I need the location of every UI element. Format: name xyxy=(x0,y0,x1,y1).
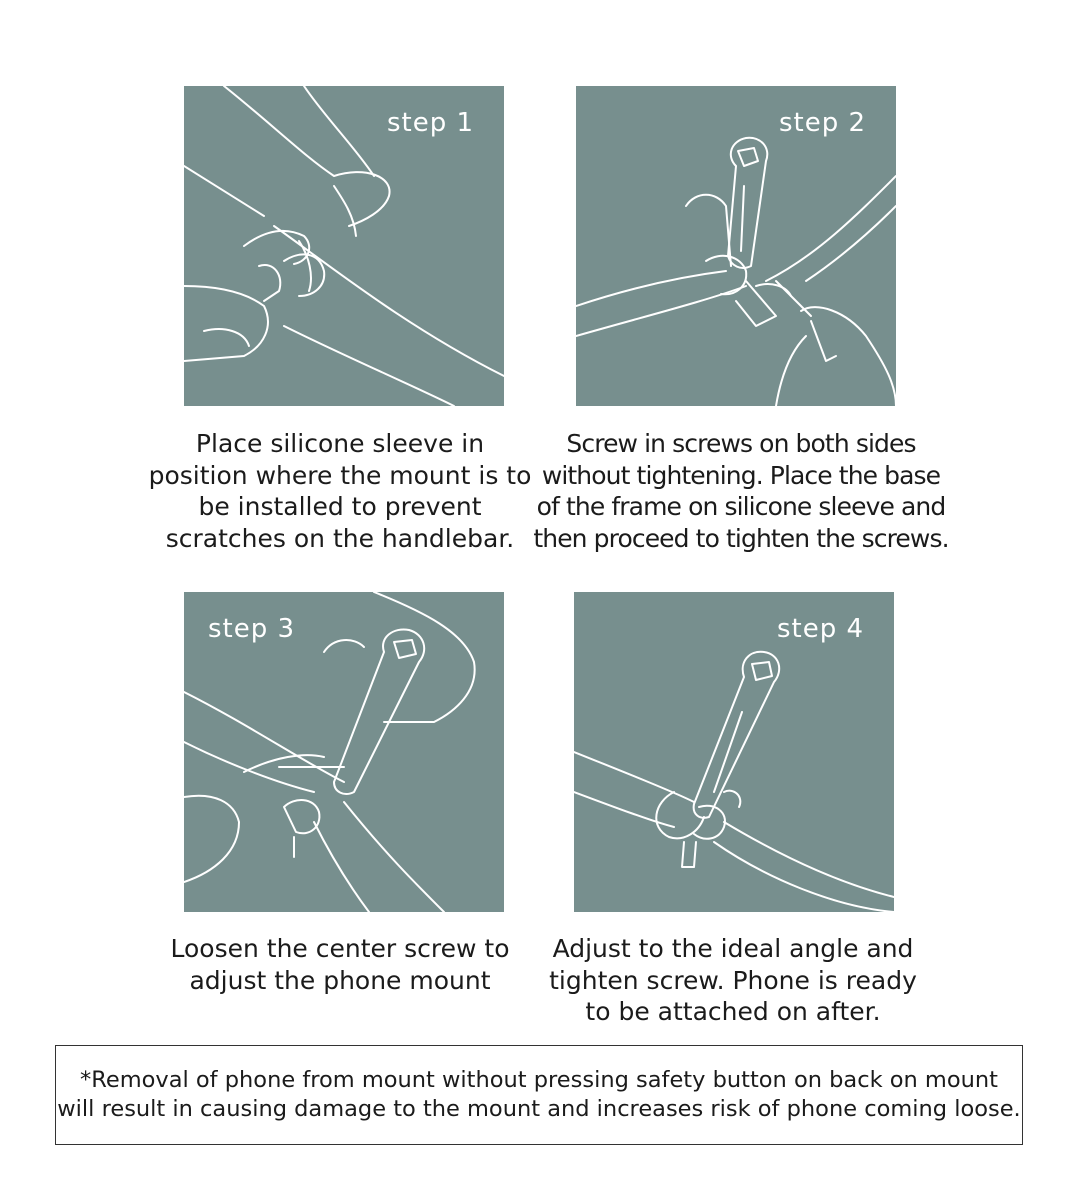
step-4-caption: Adjust to the ideal angle and tighten screw. Phone is ready to be attached on after. xyxy=(549,934,917,1026)
step-4-panel xyxy=(574,592,894,912)
step-1-caption: Place silicone sleeve in position where the mount is to be installed to prevent scratches on the handlebar. xyxy=(148,429,532,553)
step-1-panel xyxy=(184,86,504,406)
safety-notice-box xyxy=(55,1045,1023,1145)
step-label: step 3 xyxy=(208,614,296,644)
safety-notice-text: *Removal of phone from mount without pressing safety button on back on mount will result in causing damage to the mount and increases risk of phone coming loose. xyxy=(57,1067,1021,1122)
step-label: step 4 xyxy=(776,614,864,644)
step-label: step 2 xyxy=(778,108,866,138)
step-2-caption: Screw in screws on both sides without tightening. Place the base of the frame on silicone sleeve and then proceed to tighten the screws. xyxy=(533,429,949,553)
step-3-caption: Loosen the center screw to adjust the phone mount xyxy=(170,934,510,995)
step-label: step 1 xyxy=(386,108,474,138)
step-2-panel xyxy=(576,86,896,406)
step-3-panel xyxy=(184,592,504,912)
